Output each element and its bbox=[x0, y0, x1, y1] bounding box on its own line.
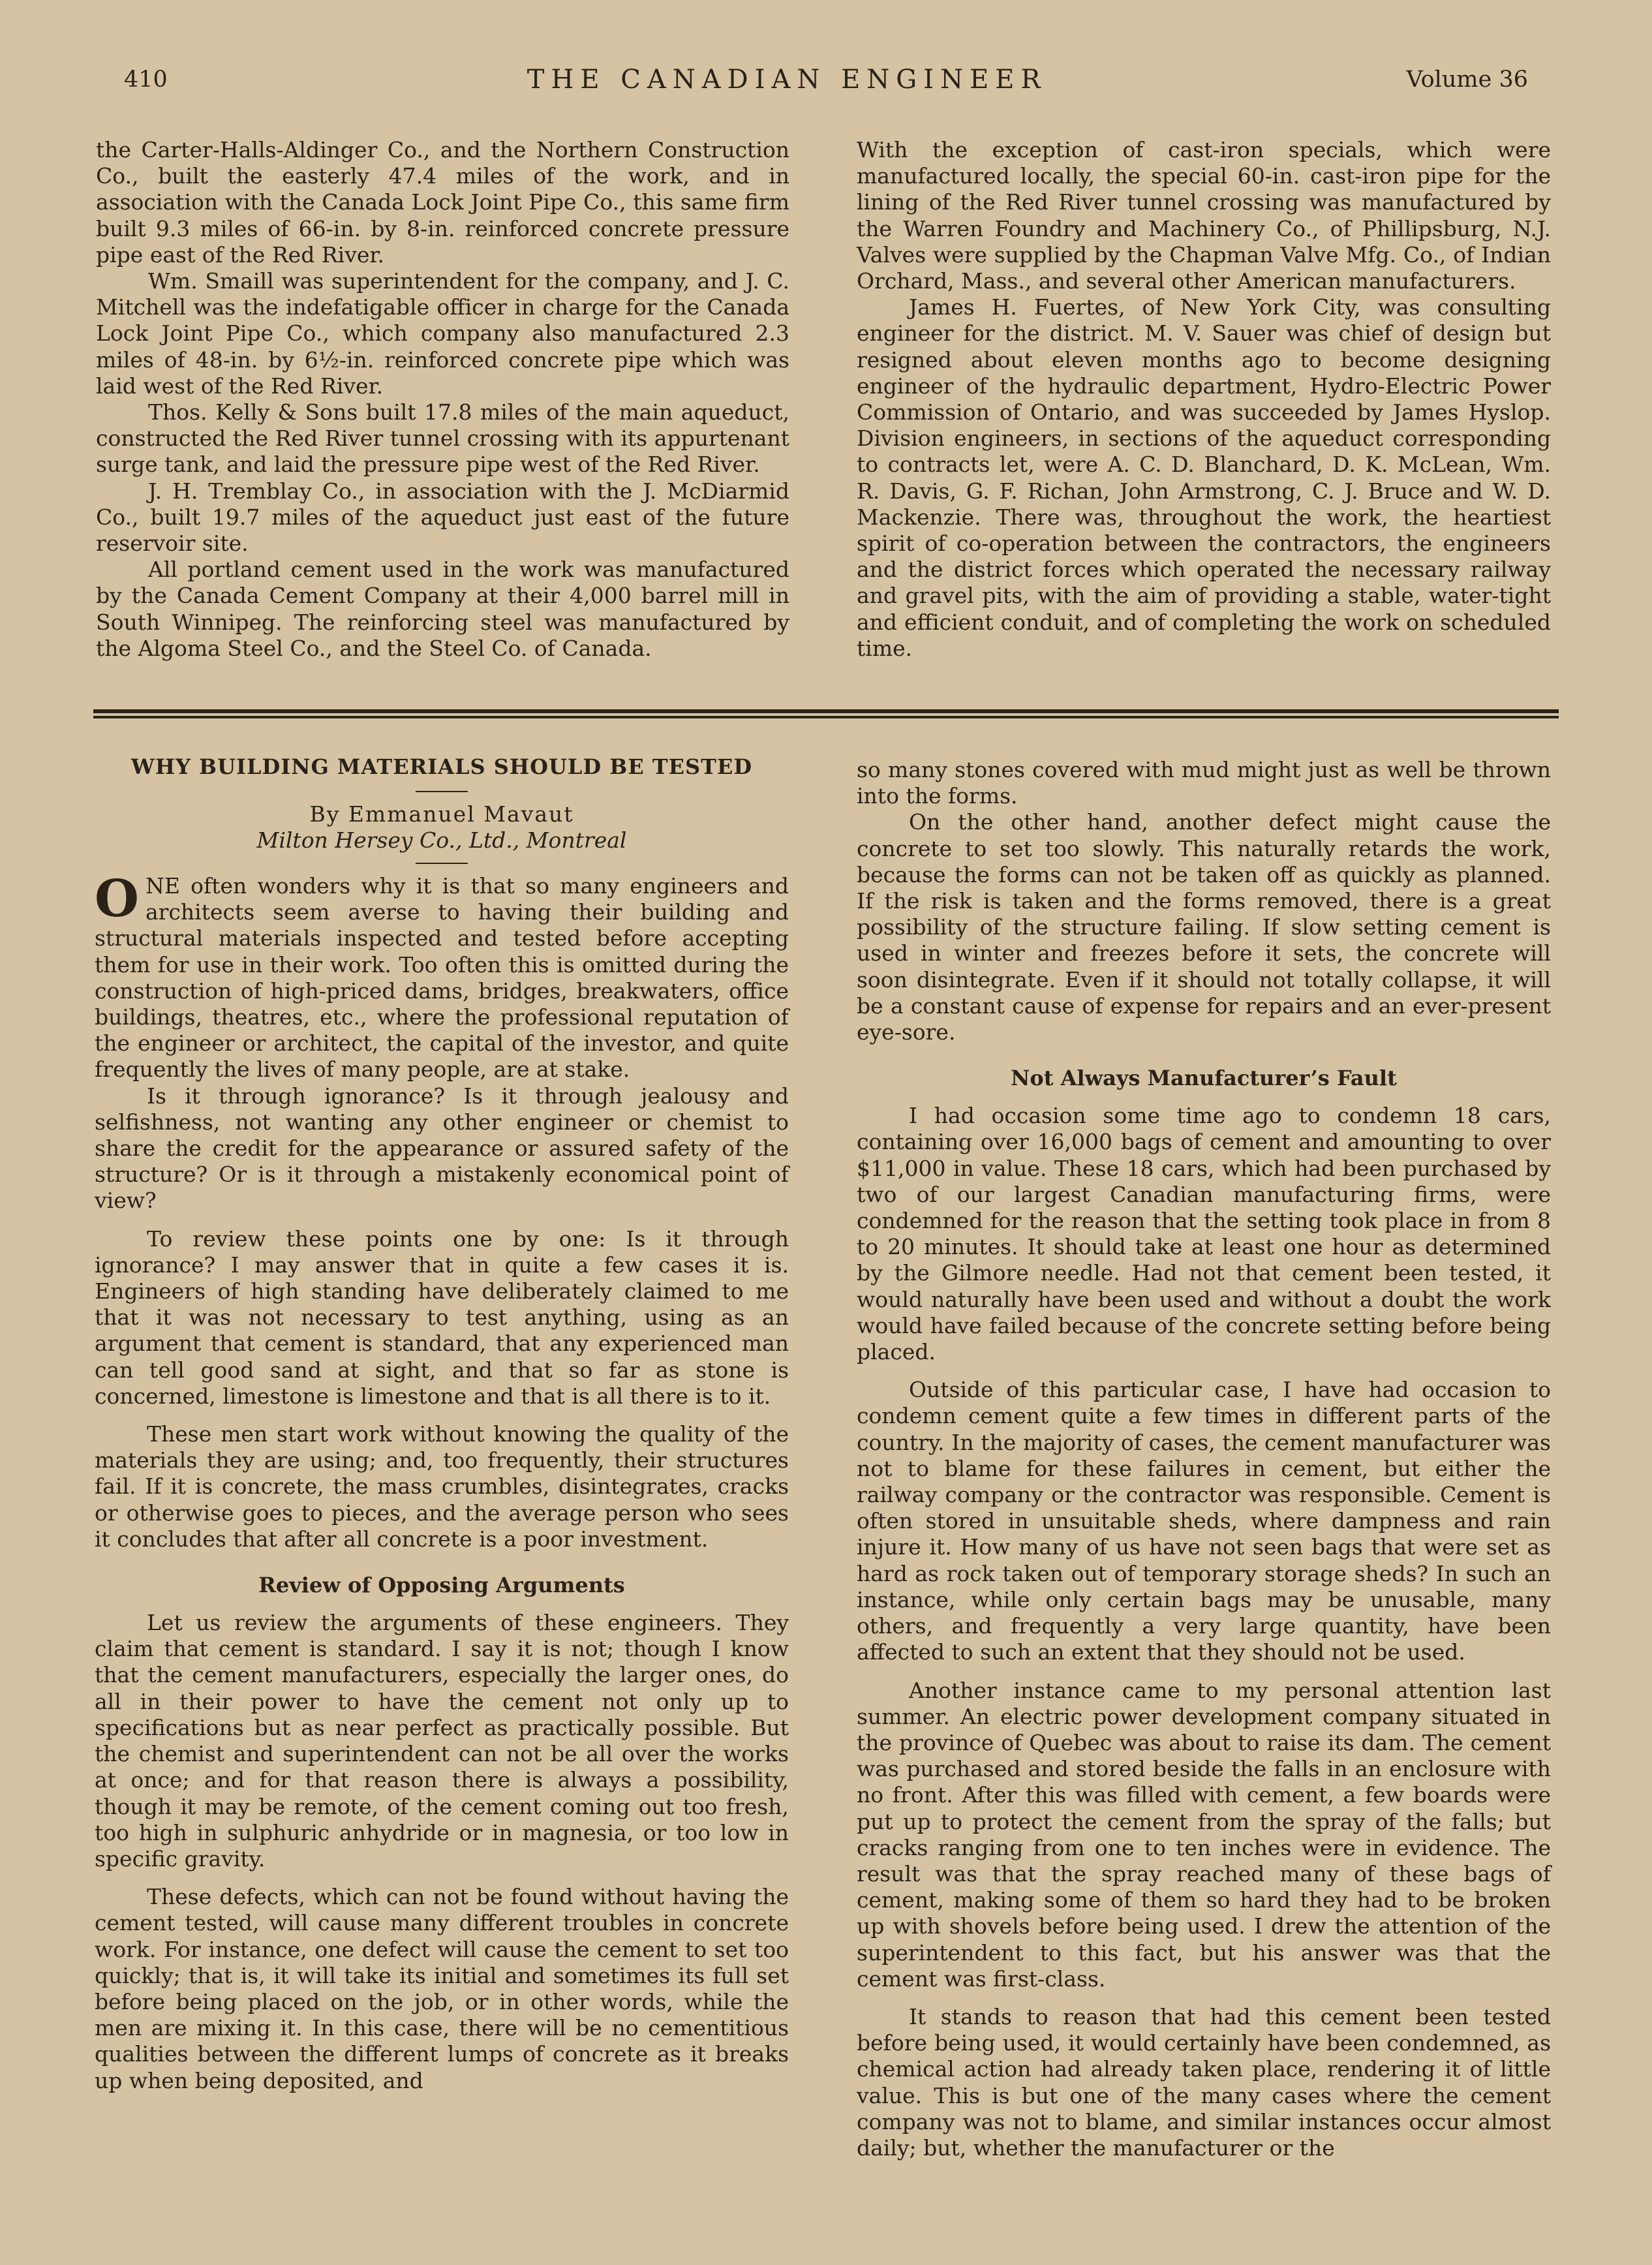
section-heading: Review of Opposing Arguments bbox=[258, 1573, 625, 1598]
paragraph: With the exception of cast-iron specials, which were manufactured locally, the special 60-in. cast-iron pipe for the lining of the Red River tunnel crossing was manufactured by the Warren Foundry and Machinery Co., of Phillipsburg, N.J. Valves were supplied by the Chapman Valve Mfg. Co., of Indian Orchard, Mass., and several other American manufacturers. bbox=[857, 137, 1551, 294]
author-affiliation: Milton Hersey Co., Ltd., Montreal bbox=[256, 827, 627, 853]
page-header bbox=[124, 60, 1528, 99]
paragraph: On the other hand, another defect might cause the concrete to set too slowly. This naturally retards the work, because the forms can not be taken off as quickly as planned. If the risk is taken and the forms removed, there is a great possibility of the structure failing. If slow setting cement is used in winter and freezes before it sets, the concrete will soon disintegrate. Even if it should not totally collapse, it will be a constant cause of expense for repairs and an ever-present eye-sore. bbox=[857, 809, 1551, 1045]
section-divider bbox=[93, 709, 1559, 720]
byline-rule bbox=[416, 863, 468, 864]
paragraph: Is it through ignorance? Is it through jealousy and selfishness, not wanting any other engineer or chemist to share the credit for the appearance or assured safety of the structure? Or is it through a mistakenly economical point of view? bbox=[95, 1083, 789, 1214]
paragraph: Another instance came to my personal attention last summer. An electric power development company situated in the province of Quebec was about to raise its dam. The cement was purchased and stored beside the falls in an enclosure with no front. After this was filled with cement, a few boards were put up to protect the cement from the spray of the falls; but cracks ranging from one to ten inches were in evidence. The result was that the spray reached many of these bags of cement, making some of them so hard they had to be broken up with shovels before being used. I drew the attention of the superintendent to this fact, but his answer was that the cement was first-class. bbox=[857, 1677, 1551, 1992]
paragraph: These defects, which can not be found without having the cement tested, will cause many different troubles in concrete work. For instance, one defect will cause the cement to set too quickly; that is, it will take its initial and sometimes its full set before being placed on the job, or in other words, while the men are mixing it. In this case, there will be no cementitious qualities between the different lumps of concrete as it breaks up when being deposited, and bbox=[95, 1884, 789, 2093]
paragraph: Let us review the arguments of these engineers. They claim that cement is standard. I say it is not; though I know that the cement manufacturers, especially the larger ones, do all in their power to have the cement not only up to specifications but as near perfect as practically possible. But the chemist and superintendent can not be all over the works at once; and for that reason there is always a possibility, though it may be remote, of the cement coming out too fresh, too high in sulphuric anhydride or in magnesia, or too low in specific gravity. bbox=[95, 1610, 789, 1872]
section-heading: Not Always Manufacturer’s Fault bbox=[1011, 1066, 1397, 1091]
paragraph: It stands to reason that had this cement been tested before being used, it would certainly have been condemned, as chemical action had already taken place, rendering it of little value. This is but one of the many cases where the cement company was not to blame, and similar instances occur almost daily; but, whether the manufacturer or the bbox=[857, 2003, 1551, 2161]
title-rule bbox=[416, 791, 468, 792]
top-right-column bbox=[857, 137, 1551, 662]
volume-label: Volume 36 bbox=[1406, 67, 1528, 93]
paragraph: These men start work without knowing the quality of the materials they are using; and, too frequently, their structures fail. If it is concrete, the mass crumbles, disintegrates, cracks or otherwise goes to pieces, and the average person who sees it concludes that after all concrete is a poor investment. bbox=[95, 1421, 789, 1552]
paragraph: James H. Fuertes, of New York City, was consulting engineer for the district. M. V. Sauer was chief of design but resigned about eleven months ago to become designing engineer of the hydraulic department, Hydro-Electric Power Commission of Ontario, and was succeeded by James Hyslop. Division engineers, in sections of the aqueduct corresponding to contracts let, were A. C. D. Blanchard, D. K. McLean, Wm. R. Davis, G. F. Richan, John Armstrong, C. J. Bruce and W. D. Mackenzie. There was, throughout the work, the heartiest spirit of co-operation between the contractors, the engineers and the district forces which operated the necessary railway and gravel pits, with the aim of providing a stable, water-tight and efficient conduit, and of completing the work on scheduled time. bbox=[857, 294, 1551, 661]
top-left-column bbox=[96, 137, 789, 662]
journal-title: THE CANADIAN ENGINEER bbox=[527, 65, 1047, 95]
paragraph: All portland cement used in the work was manufactured by the Canada Cement Company at their 4,000 barrel mill in South Winnipeg. The reinforcing steel was manufactured by the Algoma Steel Co., and the Steel Co. of Canada. bbox=[96, 557, 789, 661]
article-right-column bbox=[857, 757, 1551, 2161]
paragraph: I had occasion some time ago to condemn 18 cars, containing over 16,000 bags of cement and amounting to over $11,000 in value. These 18 cars, which had been purchased by two of our largest Canadian manufacturing firms, were condemned for the reason that the setting took place in from 8 to 20 minutes. It should take at least one hour as determined by the Gilmore needle. Had not that cement been tested, it would naturally have been used and without a doubt the work would have failed because of the concrete setting before being placed. bbox=[857, 1103, 1551, 1365]
intro-text: NE often wonders why it is that so many engineers and architects seem averse to having their building and structural materials inspected and tested before accepting them for use in their work. Too often this is omitted during the construction of high-priced dams, bridges, breakwaters, office buildings, theatres, etc., where the professional reputation of the engineer or architect, the capital of the investor, and quite frequently the lives of many people, are at stake. bbox=[95, 873, 789, 1083]
author-byline: By Emmanuel Mavaut bbox=[309, 801, 574, 827]
divider-thick-line bbox=[93, 709, 1559, 713]
paragraph: J. H. Tremblay Co., in association with the J. McDiarmid Co., built 19.7 miles of the aqueduct just east of the future reservoir site. bbox=[96, 478, 789, 557]
paragraph: Outside of this particular case, I have had occasion to condemn cement quite a few times in different parts of the country. In the majority of cases, the cement manufacturer was not to blame for these failures in cement, but either the railway company or the contractor was responsible. Cement is often stored in unsuitable sheds, where dampness and rain injure it. How many of us have not seen bags that were set as hard as rock taken out of temporary storage sheds? In such an instance, while only certain bags may be unusable, many others, and frequently a very large quantity, have been affected to such an extent that they should not be used. bbox=[857, 1377, 1551, 1665]
paragraph: the Carter-Halls-Aldinger Co., and the Northern Construction Co., built the easterly 47.4 miles of the work, and in association with the Canada Lock Joint Pipe Co., this same firm built 9.3 miles of 66-in. by 8-in. reinforced concrete pressure pipe east of the Red River. bbox=[96, 137, 789, 268]
paragraph: To review these points one by one: Is it through ignorance? I may answer that in quite a few cases it is. Engineers of high standing have deliberately claimed to me that it was not necessary to test anything, using as an argument that cement is standard, that any experienced man can tell good sand at sight, and that so far as stone is concerned, limestone is limestone and that is all there is to it. bbox=[95, 1225, 789, 1409]
intro-paragraph bbox=[95, 869, 789, 1083]
paragraph: Wm. Smaill was superintendent for the company, and J. C. Mitchell was the indefatigable officer in charge for the Canada Lock Joint Pipe Co., which company also manufactured 2.3 miles of 48-in. by 6½-in. reinforced concrete pipe which was laid west of the Red River. bbox=[96, 268, 789, 399]
article-title: WHY BUILDING MATERIALS SHOULD BE TESTED bbox=[130, 754, 753, 779]
page-number: 410 bbox=[124, 67, 168, 93]
paragraph: Thos. Kelly & Sons built 17.8 miles of the main aqueduct, constructed the Red River tunnel crossing with its appurtenant surge tank, and laid the pressure pipe west of the Red River. bbox=[96, 399, 789, 478]
divider-thin-line bbox=[93, 716, 1559, 718]
paragraph: so many stones covered with mud might just as well be thrown into the forms. bbox=[857, 757, 1551, 809]
drop-cap: O bbox=[95, 869, 139, 929]
article-left-column bbox=[95, 750, 789, 2094]
